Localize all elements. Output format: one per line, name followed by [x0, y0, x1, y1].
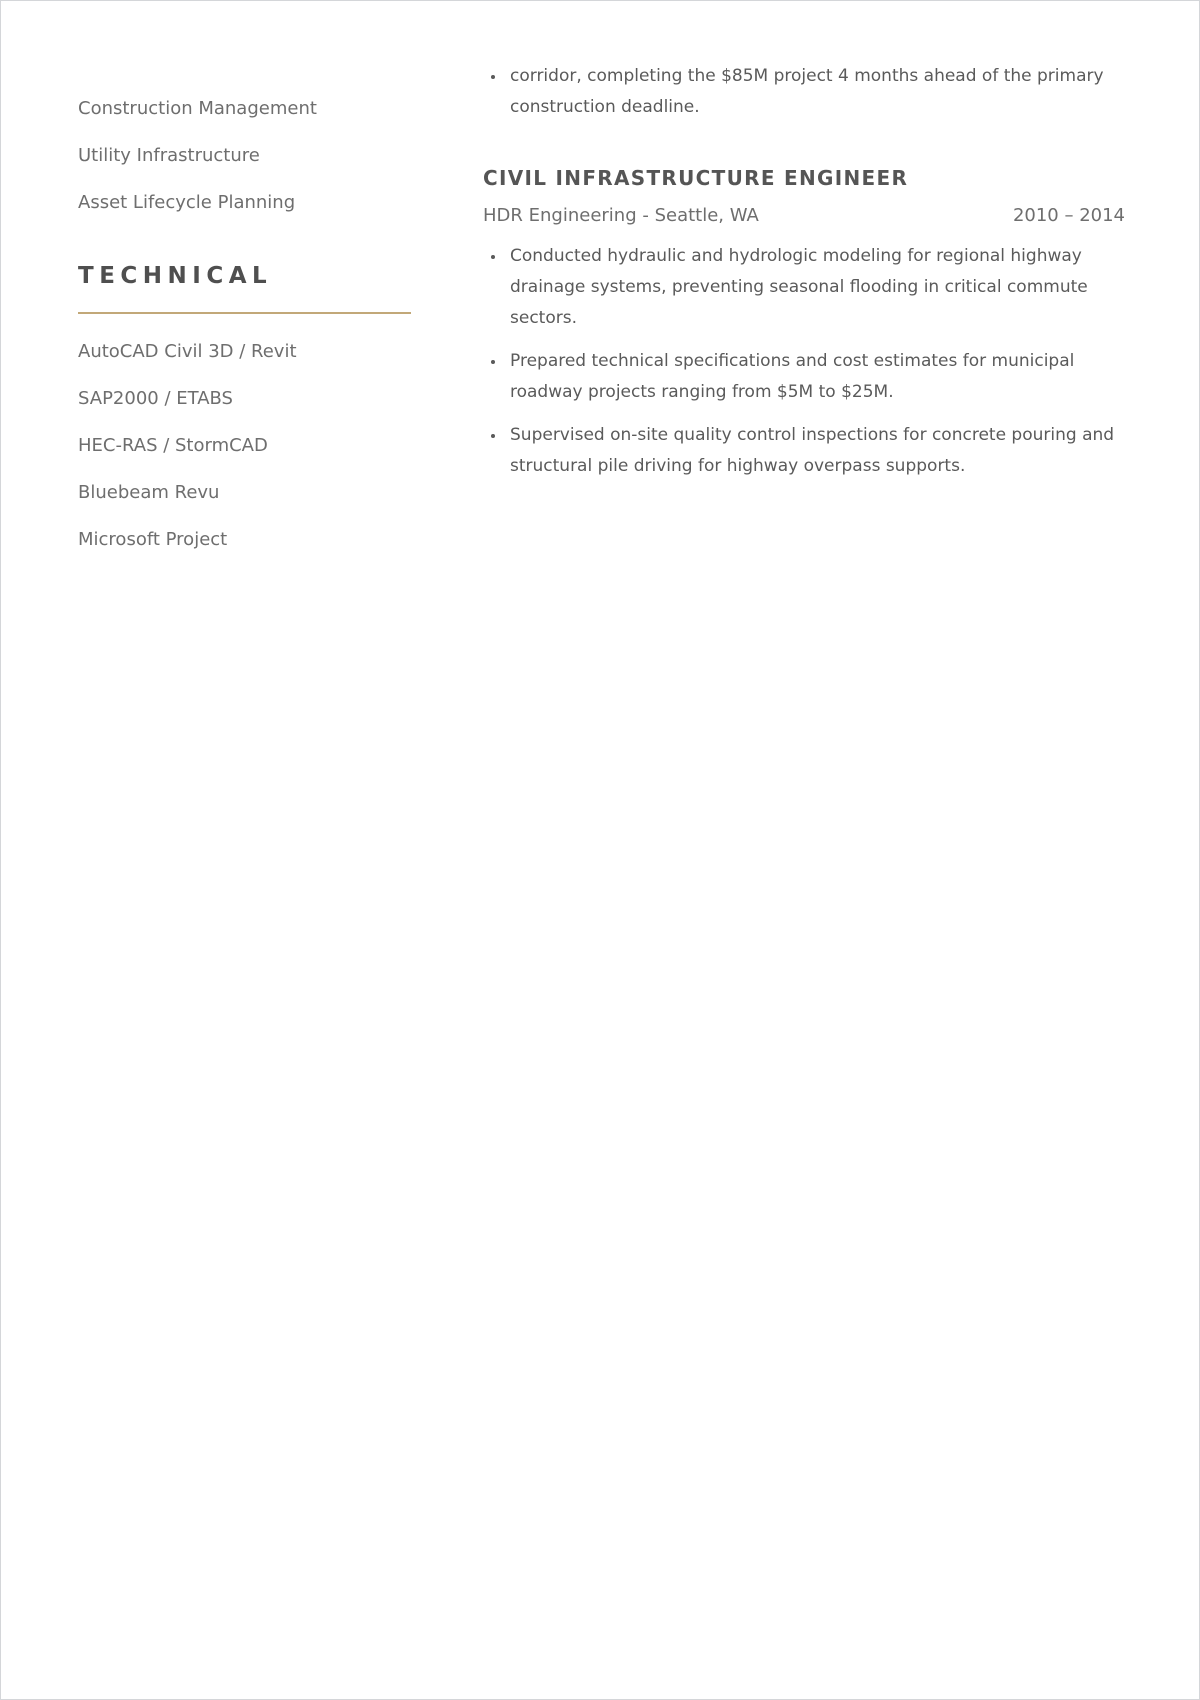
- section-divider: [78, 312, 411, 314]
- job-meta: [483, 201, 1125, 231]
- skill-item: Asset Lifecycle Planning: [78, 192, 296, 213]
- experience-section: [483, 61, 1125, 494]
- technical-item: HEC-RAS / StormCAD: [78, 435, 268, 456]
- technical-item: AutoCAD Civil 3D / Revit: [78, 341, 297, 362]
- technical-heading: TECHNICAL: [78, 263, 273, 289]
- bullet-item: Supervised on-site quality control inspections for concrete pouring and structural pile driving for highway overpass supports.: [483, 420, 1125, 482]
- skill-item: Construction Management: [78, 98, 317, 119]
- job-bullets: [483, 241, 1125, 482]
- job-company: HDR Engineering - Seattle, WA: [483, 205, 759, 226]
- skill-item: Utility Infrastructure: [78, 145, 260, 166]
- job-title: CIVIL INFRASTRUCTURE ENGINEER: [483, 166, 909, 190]
- sidebar: [78, 85, 411, 563]
- skills-list: [78, 85, 411, 226]
- bullet-item: corridor, completing the $85M project 4 months ahead of the primary construction deadline.: [483, 61, 1125, 123]
- previous-job-bullets: [483, 61, 1125, 123]
- bullet-item: Conducted hydraulic and hydrologic modeling for regional highway drainage systems, preventing seasonal flooding in critical commute sectors.: [483, 241, 1125, 334]
- technical-item: SAP2000 / ETABS: [78, 388, 233, 409]
- technical-item: Microsoft Project: [78, 529, 228, 550]
- technical-list: [78, 328, 411, 563]
- bullet-item: Prepared technical specifications and cost estimates for municipal roadway projects ranging from $5M to $25M.: [483, 346, 1125, 408]
- technical-item: Bluebeam Revu: [78, 482, 220, 503]
- job-dates: 2010 – 2014: [1012, 205, 1125, 226]
